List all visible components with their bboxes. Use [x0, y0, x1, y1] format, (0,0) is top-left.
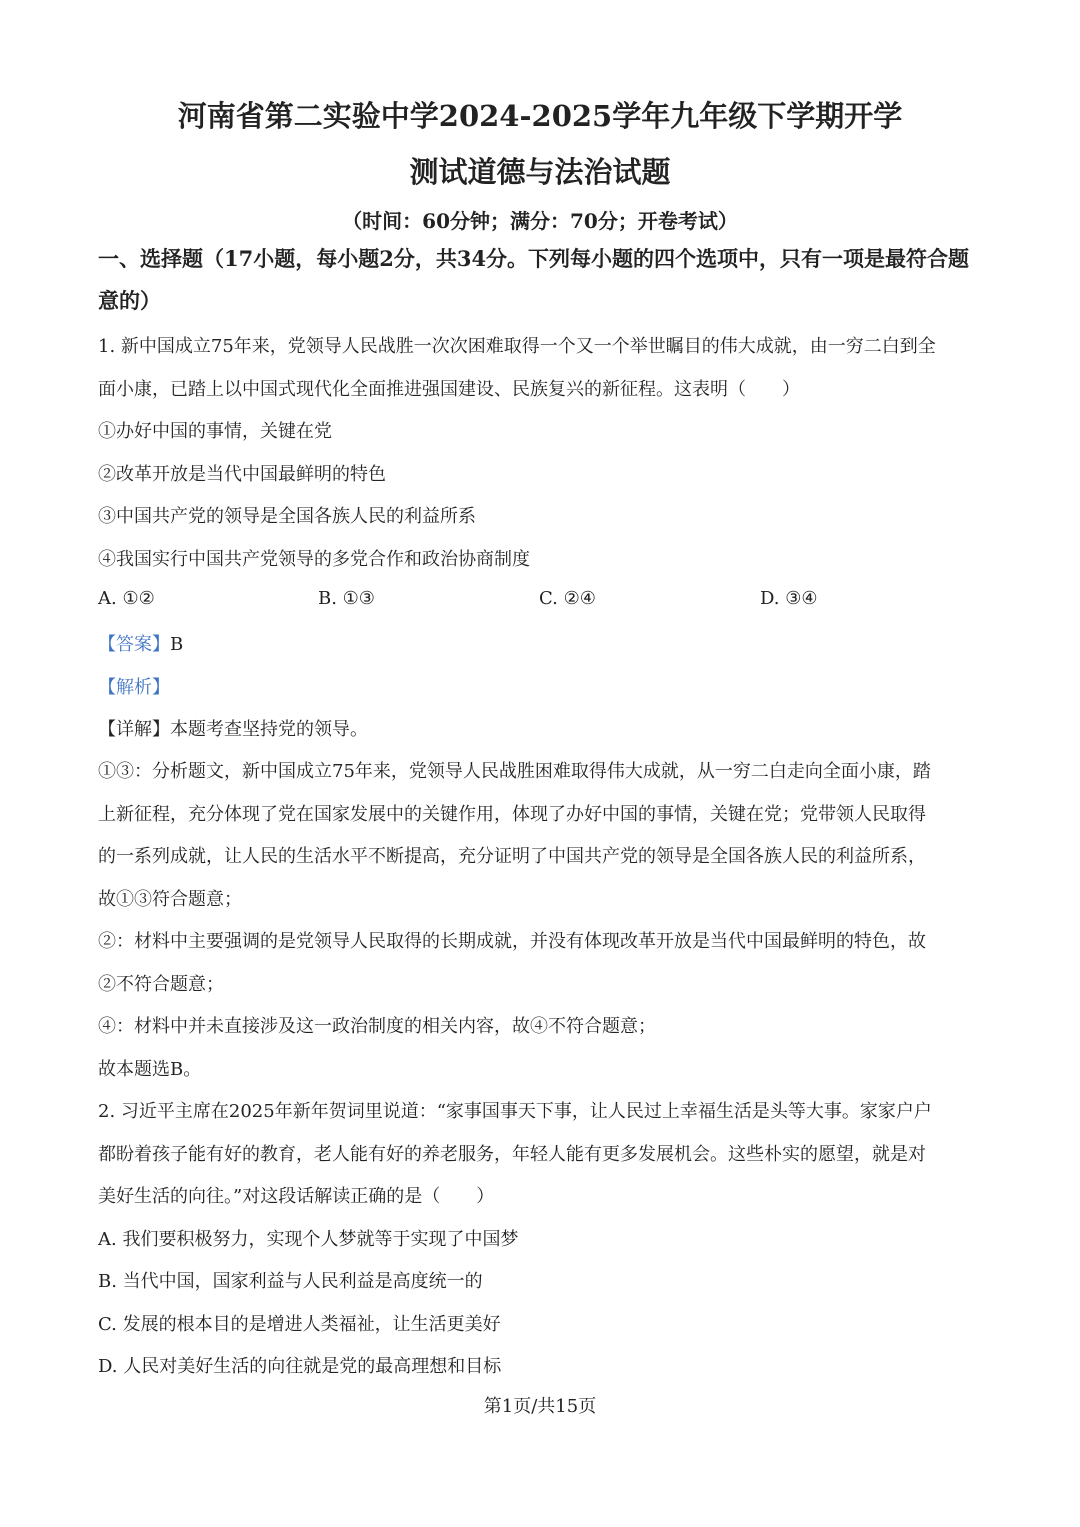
q1-statement-1: ①办好中国的事情，关键在党 — [98, 421, 332, 442]
q1-option-c: C. ②④ — [539, 588, 596, 609]
title-line-1: 河南省第二实验中学2024-2025学年九年级下学期开学 — [177, 99, 903, 133]
analysis-label: 【解析】 — [98, 677, 170, 698]
section-heading: 一、选择题（17小题，每小题2分，共34分。下列每小题的四个选项中，只有一项是最符合题意的） — [98, 246, 970, 313]
q1-detail-line-8: ④：材料中并未直接涉及这一政治制度的相关内容，故④不符合题意； — [98, 1016, 656, 1037]
q1-option-d: D. ③④ — [760, 588, 818, 609]
q2-option-c: C. 发展的根本目的是增进人类福祉，让生活更美好 — [98, 1314, 501, 1335]
page-footer: 第1页/共15页 — [483, 1396, 597, 1417]
q1-statement-3: ③中国共产党的领导是全国各族人民的利益所系 — [98, 506, 476, 527]
q2-option-b: B. 当代中国，国家利益与人民利益是高度统一的 — [98, 1271, 483, 1292]
q2-stem-line-2: 都盼着孩子能有好的教育，老人能有好的养老服务，年轻人能有更多发展机会。这些朴实的愿望，就是对 — [98, 1144, 926, 1165]
q1-option-a: A. ①② — [98, 588, 155, 609]
q2-option-a: A. 我们要积极努力，实现个人梦就等于实现了中国梦 — [98, 1229, 519, 1250]
q2-option-d: D. 人民对美好生活的向往就是党的最高理想和目标 — [98, 1356, 502, 1377]
exam-info: （时间：60分钟；满分：70分；开卷考试） — [342, 209, 738, 233]
q1-detail-line-7: ②不符合题意； — [98, 974, 224, 995]
q1-detail-line-2: ①③：分析题文，新中国成立75年来，党领导人民战胜困难取得伟大成就，从一穷二白走向全面小康，踏 — [98, 761, 931, 782]
q1-stem-line-2: 面小康，已踏上以中国式现代化全面推进强国建设、民族复兴的新征程。这表明（ ） — [98, 379, 800, 400]
answer-value: B — [170, 634, 184, 655]
q1-detail-line-4: 的一系列成就，让人民的生活水平不断提高，充分证明了中国共产党的领导是全国各族人民的利益所系， — [98, 846, 926, 867]
q1-detail-line-1: 【详解】本题考查坚持党的领导。 — [98, 719, 368, 740]
q2-stem-line-1: 2. 习近平主席在2025年新年贺词里说道：“家事国事天下事，让人民过上幸福生活是头等大事。家家户户 — [98, 1101, 932, 1122]
q2-stem-line-3: 美好生活的向往。”对这段话解读正确的是（ ） — [98, 1186, 495, 1207]
q1-detail-line-5: 故①③符合题意； — [98, 889, 242, 910]
q1-detail-line-9: 故本题选B。 — [98, 1059, 202, 1080]
title-line-2: 测试道德与法治试题 — [409, 155, 671, 189]
q1-stem-line-1: 1. 新中国成立75年来，党领导人民战胜一次次困难取得一个又一个举世瞩目的伟大成就，由一穷二白到全 — [98, 336, 936, 357]
q1-option-b: B. ①③ — [318, 588, 375, 609]
q1-detail-line-6: ②：材料中主要强调的是党领导人民取得的长期成就，并没有体现改革开放是当代中国最鲜明的特色，故 — [98, 931, 926, 952]
q1-answer — [98, 630, 183, 656]
q1-statement-2: ②改革开放是当代中国最鲜明的特色 — [98, 464, 386, 485]
q1-detail-line-3: 上新征程，充分体现了党在国家发展中的关键作用，体现了办好中国的事情，关键在党；党带领人民取得 — [98, 804, 926, 825]
q1-statement-4: ④我国实行中国共产党领导的多党合作和政治协商制度 — [98, 549, 530, 570]
answer-label: 【答案】 — [98, 634, 170, 655]
